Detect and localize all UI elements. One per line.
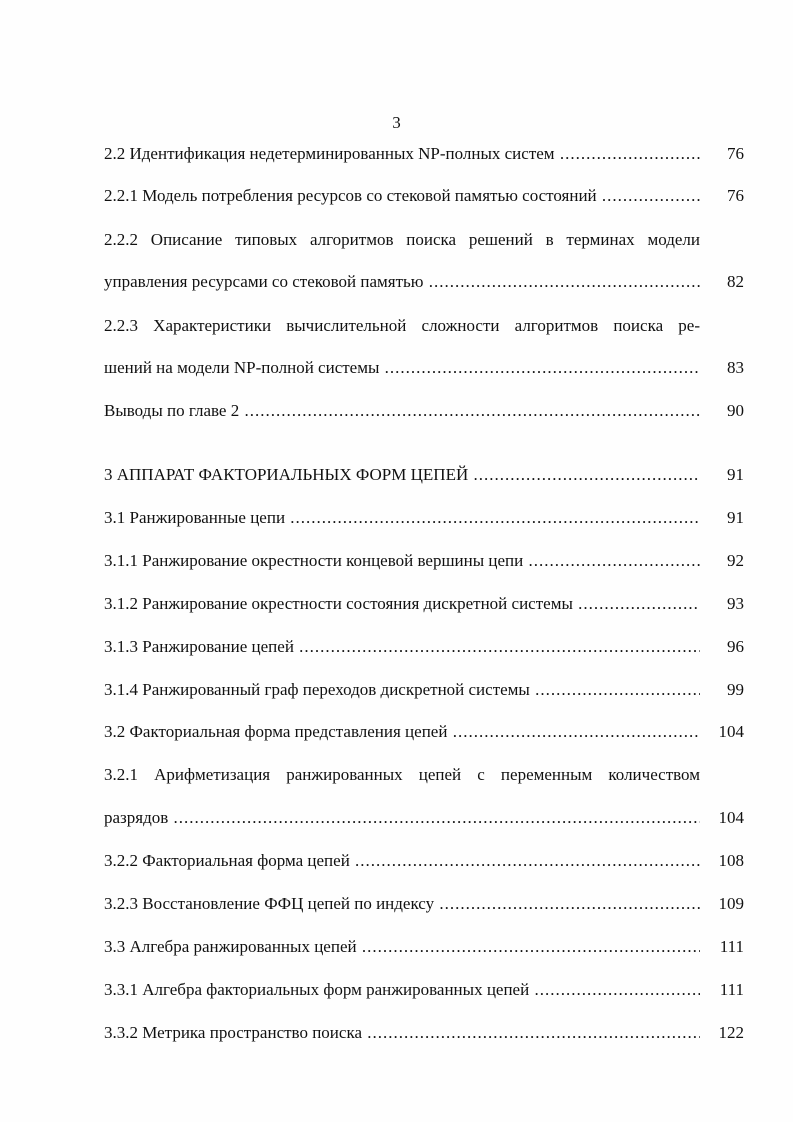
toc-entry-page: 82	[727, 272, 744, 291]
toc-entry	[104, 978, 744, 1002]
toc-entry-title: 3.3.2 Метрика пространство поиска .....	[104, 1021, 700, 1045]
toc-entry-page: 122	[718, 1023, 744, 1042]
toc-entry	[104, 935, 744, 959]
toc-entry	[104, 228, 744, 252]
toc-entry-title: разрядов .....	[104, 806, 700, 830]
toc-entry-title: 3.3 Алгебра ранжированных цепей .....	[104, 935, 700, 959]
toc-entry-page: 111	[719, 937, 744, 956]
toc-entry	[104, 463, 744, 487]
toc-entry	[104, 892, 744, 916]
page-number: 3	[392, 113, 401, 132]
toc-entry-page: 83	[727, 358, 744, 377]
toc-entry	[104, 806, 744, 830]
toc-entry-title: 3.2 Факториальная форма представления цепей .....	[104, 720, 700, 744]
toc-entry-title: 2.2.3 Характеристики вычислительной сложности алгоритмов поиска ре-	[104, 316, 700, 335]
toc-entry-title: 3.1 Ранжированные цепи .....	[104, 506, 700, 530]
toc-entry	[104, 506, 744, 530]
toc-entry-title: 3.2.2 Факториальная форма цепей .....	[104, 849, 700, 873]
toc-entry-title: 3.2.1 Арифметизация ранжированных цепей с переменным количеством	[104, 765, 700, 784]
toc-entry-title: шений на модели NP-полной системы .....	[104, 356, 700, 380]
toc-entry	[104, 314, 744, 338]
toc-entry	[104, 184, 744, 208]
toc-entry-title: 3.3.1 Алгебра факториальных форм ранжированных цепей .....	[104, 978, 700, 1002]
toc-entry-page: 90	[727, 401, 744, 420]
toc-entry-title: 3.1.4 Ранжированный граф переходов дискретной системы .....	[104, 678, 700, 702]
toc-entry-page: 99	[727, 680, 744, 699]
toc-entry-page: 109	[718, 894, 744, 913]
toc-entry-page: 91	[727, 465, 744, 484]
toc-entry	[104, 635, 744, 659]
toc-entry	[104, 1021, 744, 1045]
toc-entry-title: 2.2.1 Модель потребления ресурсов со стековой памятью состояний .....	[104, 184, 700, 208]
toc-entry-page: 104	[718, 808, 744, 827]
toc-entry-page: 76	[727, 186, 744, 205]
toc-entry	[104, 592, 744, 616]
toc-entry-title: 2.2 Идентификация недетерминированных NP-полных систем .....	[104, 142, 700, 166]
toc-entry-title: 2.2.2 Описание типовых алгоритмов поиска решений в терминах модели	[104, 230, 700, 249]
toc-entry-title: Выводы по главе 2 .....	[104, 399, 700, 423]
toc-entry-title: 3 АППАРАТ ФАКТОРИАЛЬНЫХ ФОРМ ЦЕПЕЙ .....	[104, 463, 700, 487]
toc-entry	[104, 720, 744, 744]
toc-entry	[104, 549, 744, 573]
toc-entry-page: 93	[727, 594, 744, 613]
toc-entry	[104, 399, 744, 423]
toc-entry	[104, 849, 744, 873]
toc-entry-page: 111	[719, 980, 744, 999]
toc-entry-page: 96	[727, 637, 744, 656]
toc-entry-page: 91	[727, 508, 744, 527]
toc-entry	[104, 142, 744, 166]
toc-entry-title: 3.1.3 Ранжирование цепей .....	[104, 635, 700, 659]
toc-entry-title: 3.1.2 Ранжирование окрестности состояния дискретной системы .....	[104, 592, 700, 616]
toc-entry-page: 104	[718, 722, 744, 741]
toc-entry-title: 3.2.3 Восстановление ФФЦ цепей по индексу .....	[104, 892, 700, 916]
toc-entry	[104, 270, 744, 294]
toc-entry	[104, 356, 744, 380]
toc-entry-page: 92	[727, 551, 744, 570]
toc-entry-page: 108	[718, 851, 744, 870]
toc-entry-title: 3.1.1 Ранжирование окрестности концевой вершины цепи .....	[104, 549, 700, 573]
toc-entry	[104, 763, 744, 787]
toc-entry-page: 76	[727, 144, 744, 163]
toc-entry-title: управления ресурсами со стековой памятью .....	[104, 270, 700, 294]
toc-entry	[104, 678, 744, 702]
